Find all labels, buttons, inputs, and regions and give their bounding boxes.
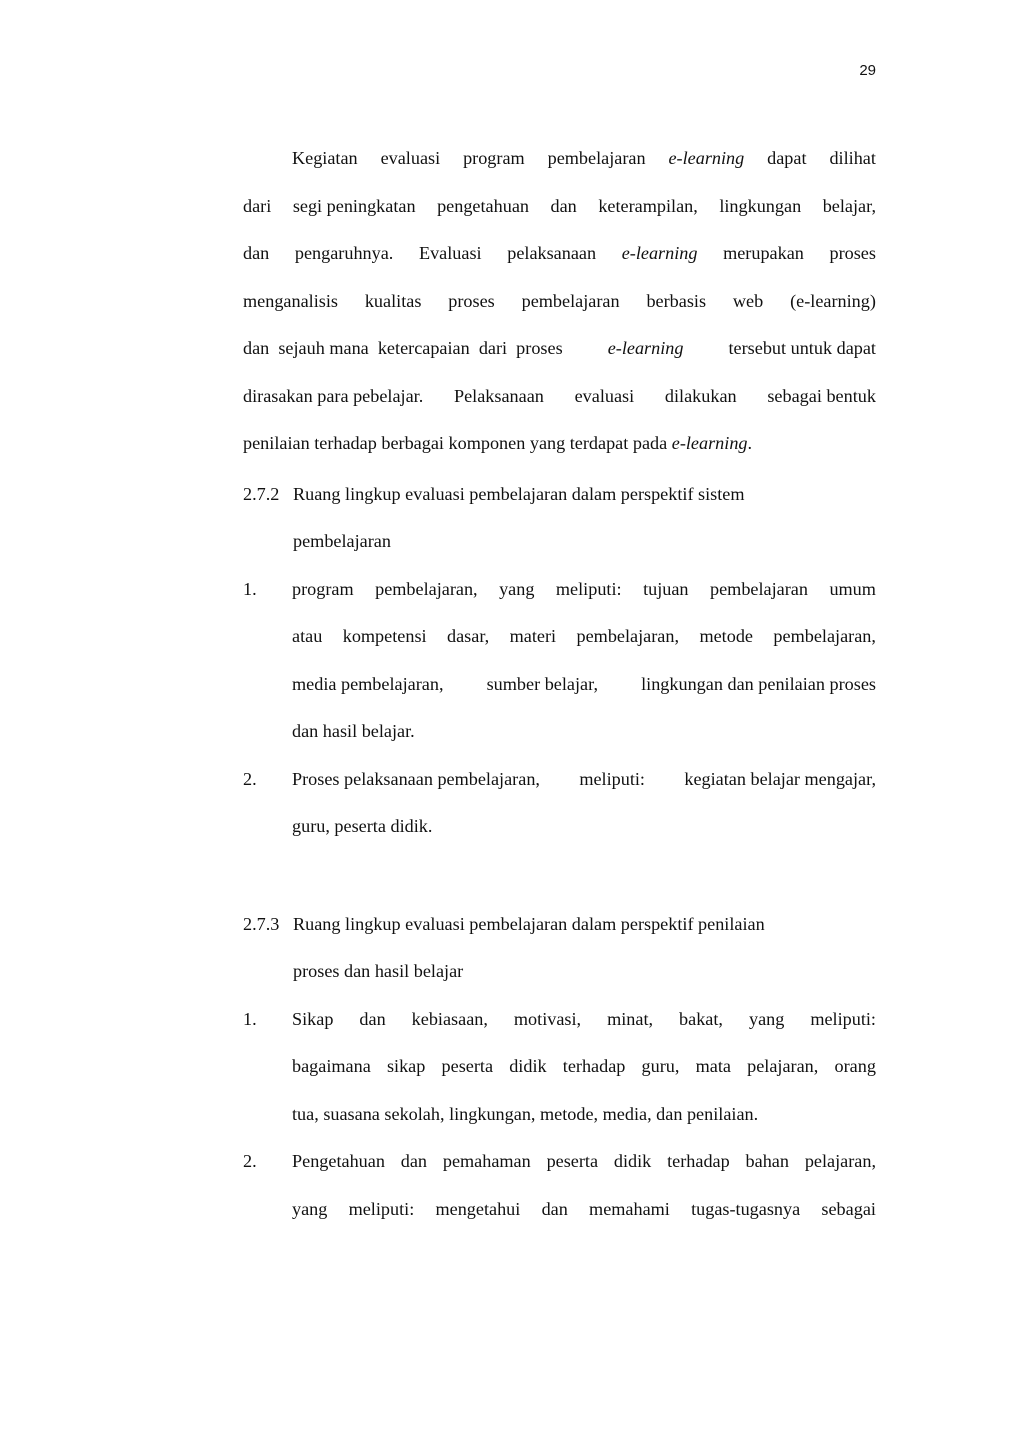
word: mengetahui [435, 1199, 521, 1219]
word: guru, [641, 1056, 680, 1076]
word: peserta [441, 1056, 494, 1076]
word: dilihat [829, 148, 876, 168]
word: Pelaksanaan [453, 386, 544, 406]
word: dilakukan [664, 386, 737, 406]
list-item-line [292, 624, 876, 648]
word: evaluasi [574, 386, 635, 406]
word: pelajaran, [804, 1151, 876, 1171]
word: tujuan [643, 579, 689, 599]
word: dan [243, 243, 270, 263]
word: dapat [767, 148, 807, 168]
word: pembelajaran [547, 148, 646, 168]
section-title-continued: pembelajaran [293, 531, 391, 551]
word: pembelajaran, [375, 579, 478, 599]
word: lingkungan dan penilaian proses [641, 674, 876, 694]
word: tugas-tugasnya [691, 1199, 801, 1219]
list-marker: 2. [243, 1151, 257, 1171]
word: Evaluasi [418, 243, 482, 263]
word: yang [499, 579, 535, 599]
word: sebagai [821, 1199, 876, 1219]
word: media pembelajaran, [292, 674, 444, 694]
word: bakat, [679, 1009, 723, 1029]
word: pengetahuan [437, 196, 529, 216]
section-title: Ruang lingkup evaluasi pembelajaran dalam perspektif penilaian [293, 914, 765, 934]
list-marker: 1. [243, 579, 257, 599]
word: pemahaman [442, 1151, 531, 1171]
word: terhadap [667, 1151, 730, 1171]
word: meliputi: [810, 1009, 876, 1029]
word: web [732, 291, 764, 311]
list-item-line [292, 1054, 876, 1078]
list-item-line [292, 672, 876, 696]
text-segment: tersebut untuk dapat [728, 338, 876, 358]
word: evaluasi [380, 148, 441, 168]
paragraph-line-3 [243, 241, 876, 265]
word: motivasi, [513, 1009, 582, 1029]
word: kegiatan belajar mengajar, [684, 769, 876, 789]
word: program [292, 579, 354, 599]
word: proses [829, 243, 876, 263]
paragraph-line-1 [292, 146, 876, 170]
word: dan [359, 1009, 386, 1029]
word: merupakan [723, 243, 804, 263]
word: meliputi: [579, 769, 645, 789]
word: menganalisis [243, 291, 338, 311]
list-item-line [292, 767, 876, 791]
word: meliputi: [348, 1199, 415, 1219]
word: kebiasaan, [411, 1009, 488, 1029]
word: pelajaran, [747, 1056, 819, 1076]
word: terhadap [562, 1056, 626, 1076]
word: orang [834, 1056, 876, 1076]
word: bagaimana [292, 1056, 371, 1076]
text-segment: dan sejauh mana ketercapaian dari proses [243, 338, 563, 358]
word: proses [448, 291, 495, 311]
word: kualitas [364, 291, 422, 311]
word: memahami [589, 1199, 670, 1219]
list-item-line: dan hasil belajar. [292, 721, 415, 741]
word: minat, [607, 1009, 654, 1029]
list-item-line [292, 1149, 876, 1173]
word: yang [292, 1199, 328, 1219]
word: Pengetahuan [292, 1151, 385, 1171]
italic-term: e-learning [621, 243, 698, 263]
page-number: 29 [859, 62, 876, 79]
italic-term: e-learning [668, 148, 745, 168]
word: Proses pelaksanaan pembelajaran, [292, 769, 540, 789]
paragraph-line-4 [243, 289, 876, 313]
section-title-continued: proses dan hasil belajar [293, 961, 464, 981]
word: lingkungan [719, 196, 802, 216]
word: mata [695, 1056, 731, 1076]
text-segment: penilaian terhadap berbagai komponen yang terdapat pada [243, 433, 672, 453]
word: pembelajaran, [576, 626, 680, 646]
word: dasar, [447, 626, 490, 646]
italic-term: e-learning [607, 338, 684, 358]
list-item-line: guru, peserta didik. [292, 816, 433, 836]
word: keterampilan, [598, 196, 698, 216]
paragraph-line-6 [243, 384, 876, 408]
word: dan [550, 196, 577, 216]
list-item-line: tua, suasana sekolah, lingkungan, metode, media, dan penilaian. [292, 1104, 759, 1124]
list-marker: 2. [243, 769, 257, 789]
word: pengaruhnya. [294, 243, 394, 263]
word: meliputi: [555, 579, 622, 599]
word: materi [509, 626, 557, 646]
word: kompetensi [342, 626, 427, 646]
word: dan [541, 1199, 568, 1219]
word: (e-learning) [790, 291, 876, 311]
word: segi peningkatan [292, 196, 416, 216]
word: dirasakan para pebelajar. [243, 386, 424, 406]
word: belajar, [822, 196, 876, 216]
word: Kegiatan [292, 148, 358, 168]
text-segment: . [747, 433, 753, 453]
paragraph-line-7 [243, 431, 876, 455]
section-number: 2.7.3 [243, 914, 280, 934]
word: umum [829, 579, 876, 599]
section-title: Ruang lingkup evaluasi pembelajaran dalam perspektif sistem [293, 484, 745, 504]
list-item-line [292, 1007, 876, 1031]
section-number: 2.7.2 [243, 484, 280, 504]
word: pembelajaran [521, 291, 620, 311]
word: program [463, 148, 525, 168]
word: peserta [546, 1151, 599, 1171]
paragraph-line-5 [243, 336, 876, 360]
list-marker: 1. [243, 1009, 257, 1029]
word: sebagai bentuk [767, 386, 876, 406]
paragraph-line-2 [243, 194, 876, 218]
word: bahan [745, 1151, 789, 1171]
word: yang [748, 1009, 785, 1029]
word: pembelajaran [710, 579, 808, 599]
word: didik [613, 1151, 652, 1171]
word: metode [699, 626, 753, 646]
word: Sikap [292, 1009, 334, 1029]
list-item-line [292, 577, 876, 601]
list-item-line [292, 1197, 876, 1221]
italic-term: e-learning [671, 433, 748, 453]
word: pembelajaran, [773, 626, 876, 646]
word: sikap [386, 1056, 426, 1076]
word: didik [509, 1056, 547, 1076]
word: atau [292, 626, 323, 646]
word: dari [243, 196, 272, 216]
word: dan [400, 1151, 428, 1171]
word: sumber belajar, [486, 674, 598, 694]
word: pelaksanaan [507, 243, 597, 263]
word: berbasis [646, 291, 707, 311]
